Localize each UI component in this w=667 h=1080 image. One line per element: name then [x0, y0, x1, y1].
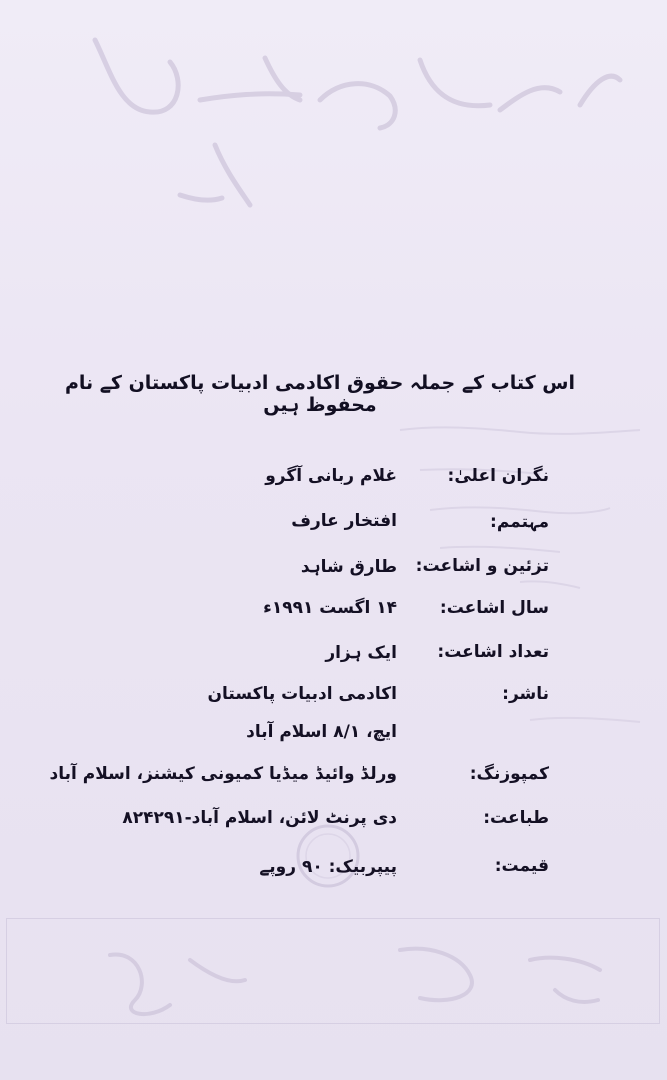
field-label: تعداد اشاعت:	[437, 642, 549, 662]
colophon-row	[0, 598, 667, 628]
field-label: سال اشاعت:	[439, 598, 549, 618]
colophon-row	[0, 856, 667, 886]
field-label: ناشر:	[502, 684, 549, 704]
field-label: قیمت:	[494, 856, 549, 876]
colophon-row	[0, 511, 667, 541]
field-value: ایک ہزار	[325, 643, 397, 663]
field-label: نگران اعلیٰ:	[447, 466, 549, 486]
colophon-row	[0, 722, 667, 752]
colophon-row	[0, 466, 667, 496]
field-value: ایچ، ۸/۱ اسلام آباد	[246, 722, 397, 742]
field-value: پیپربیک: ۹۰ روپے	[259, 857, 397, 877]
colophon-row	[0, 764, 667, 794]
field-label: تزئین و اشاعت:	[415, 556, 549, 576]
colophon-row	[0, 808, 667, 838]
field-value: ۱۴ اگست ۱۹۹۱ء	[263, 598, 397, 618]
field-value: افتخار عارف	[291, 511, 397, 531]
rights-notice: اس کتاب کے جملہ حقوق اکادمی ادبیات پاکستان کے نام محفوظ ہیں	[64, 372, 575, 416]
colophon-row	[0, 642, 667, 672]
field-value: طارق شاہد	[300, 557, 397, 577]
colophon-row	[0, 556, 667, 586]
field-value: غلام ربانی آگرو	[265, 466, 397, 486]
colophon-row	[0, 684, 667, 714]
field-value: ورلڈ وائیڈ میڈیا کمیونی کیشنز، اسلام آباد	[49, 764, 397, 784]
field-label: مہتمم:	[490, 512, 549, 532]
field-label: طباعت:	[483, 808, 549, 828]
field-label: کمپوزنگ:	[469, 764, 549, 784]
field-value: اکادمی ادبیات پاکستان	[207, 684, 397, 704]
field-value: دی پرنٹ لائن، اسلام آباد-۸۲۴۲۹۱	[122, 808, 397, 828]
bottom-frame	[6, 918, 660, 1024]
